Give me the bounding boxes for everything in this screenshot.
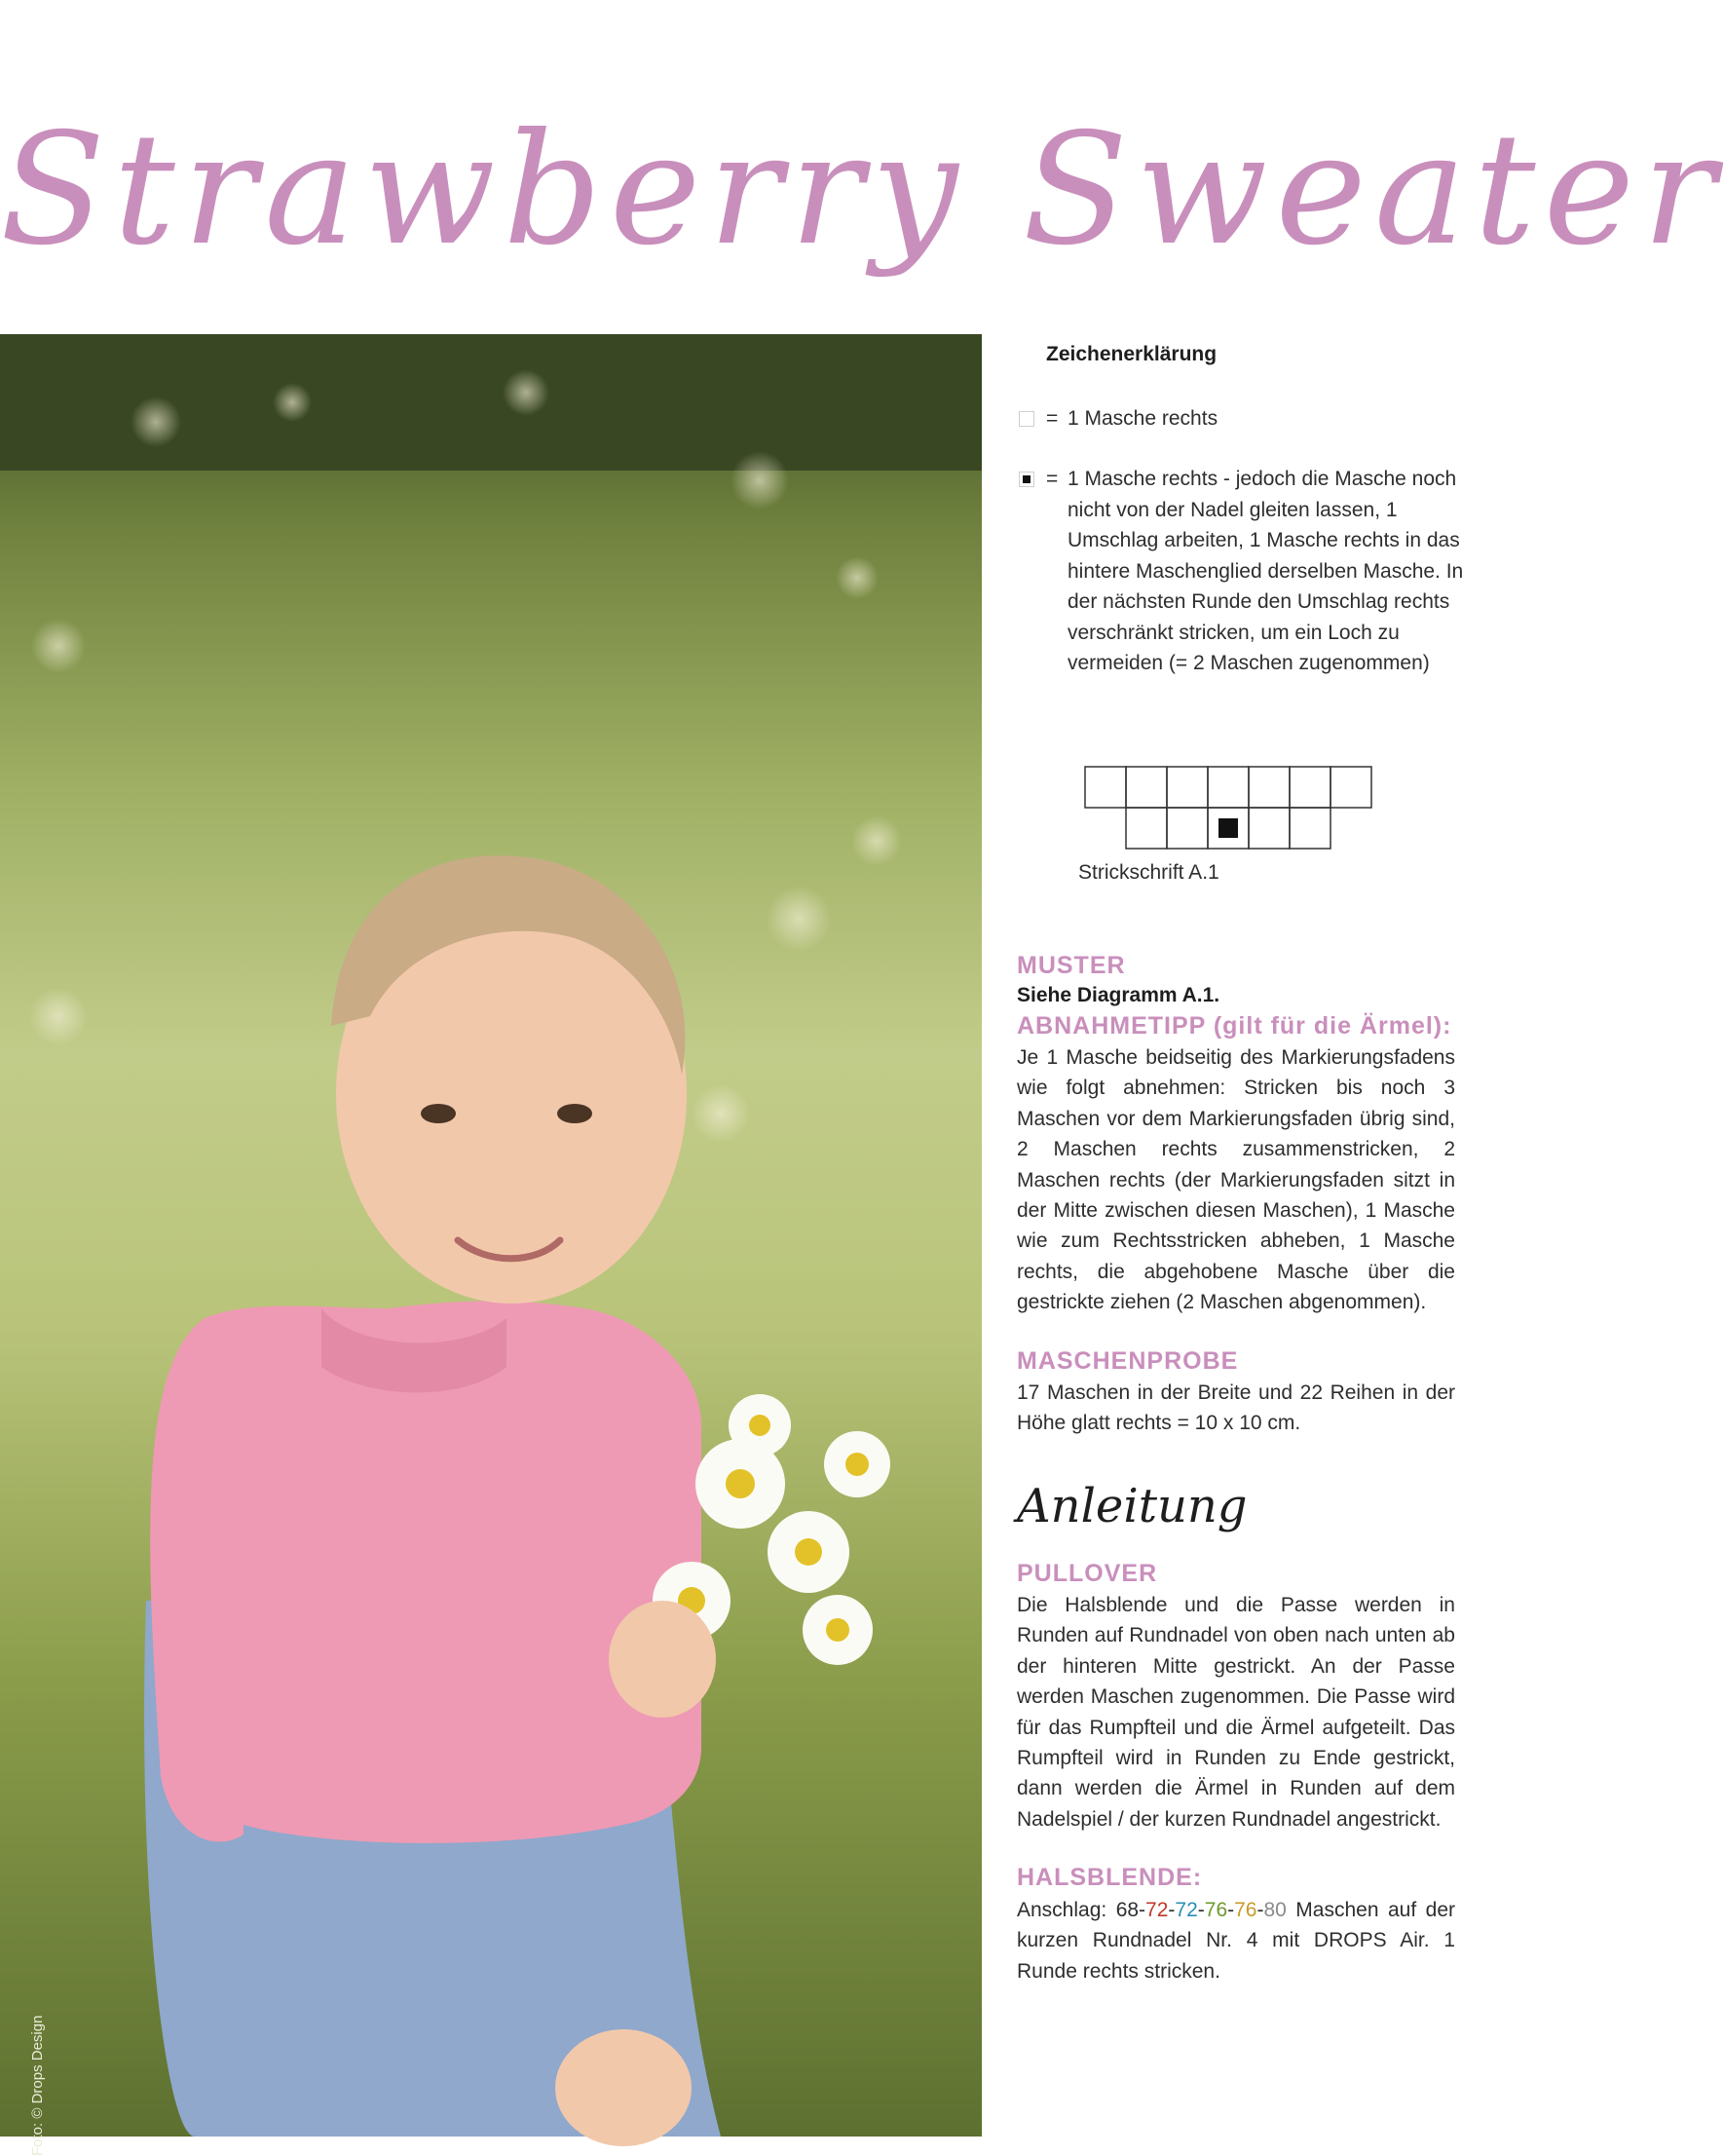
size-value: 72 (1175, 1899, 1198, 1921)
size-separator: - (1168, 1899, 1176, 1921)
muster-text: Siehe Diagramm A.1. (1017, 984, 1220, 1006)
legend-text: 1 Masche rechts - jedoch die Masche noch nicht von der Nadel gleiten lassen, 1 Umschlag arbeiten, 1 Masche rechts in das hintere Maschenglied derselben Masche. In der nächsten Runde den Umschlag rechts verschränkt stricken, um ein Loch zu vermeiden (= 2 Maschen zugenommen) (1068, 468, 1464, 674)
size-value: 80 (1263, 1899, 1287, 1921)
chart-cell (1290, 808, 1330, 849)
right-eye (557, 1104, 592, 1123)
halsblende-suffix: Maschen auf der kurzen Rundnadel Nr. 4 mit DROPS Air. 1 Runde rechts stricken. (1017, 1899, 1455, 1983)
size-value: 72 (1145, 1899, 1169, 1921)
chart-cell (1330, 767, 1371, 808)
legend-title: Zeichenerklärung (1046, 343, 1218, 365)
size-value: 68 (1115, 1899, 1140, 1921)
chart-cell (1126, 808, 1167, 849)
chart-cell (1290, 767, 1330, 808)
halsblende-heading: HALSBLENDE: (1017, 1864, 1203, 1891)
chart-cell (1085, 767, 1126, 808)
hand-left (555, 2029, 692, 2146)
filled-square-icon (1019, 472, 1034, 487)
chart-cell (1167, 767, 1208, 808)
chart-cell (1126, 767, 1167, 808)
photo-credit: Foto: © Drops Design (29, 2015, 46, 2156)
hand-right (609, 1601, 716, 1718)
chart-cell (1167, 808, 1208, 849)
chart-cell (1249, 767, 1290, 808)
halsblende-prefix: Anschlag: (1017, 1899, 1116, 1921)
pullover-heading: PULLOVER (1017, 1560, 1158, 1587)
chart-cell (1208, 767, 1249, 808)
abnahmetipp-heading: ABNAHMETIPP (gilt für die Ärmel): (1017, 1012, 1452, 1040)
size-separator: - (1139, 1899, 1146, 1921)
maschenprobe-heading: MASCHENPROBE (1017, 1347, 1239, 1375)
halsblende-text (1017, 1895, 1455, 1986)
page-title: Strawberry Sweater (0, 100, 1724, 280)
size-separator: - (1197, 1899, 1205, 1921)
muster-heading: MUSTER (1017, 952, 1126, 979)
chart-caption: Strickschrift A.1 (1078, 861, 1219, 884)
size-separator: - (1256, 1899, 1264, 1921)
size-separator: - (1227, 1899, 1235, 1921)
photo-girl-in-meadow (0, 334, 982, 2156)
knitting-chart-a1 (1085, 767, 1377, 851)
maschenprobe-text: 17 Maschen in der Breite und 22 Reihen in der Höhe glatt rechts = 10 x 10 cm. (1017, 1381, 1455, 1435)
chart-cell (1249, 808, 1290, 849)
anleitung-heading: Anleitung (1017, 1479, 1248, 1533)
size-value: 76 (1234, 1899, 1257, 1921)
legend-equals: = (1046, 468, 1059, 490)
pullover-text: Die Halsblende und die Passe werden in Runden auf Rundnadel von oben nach unten ab der hinteren Mitte gestrickt. An der Passe werden Maschen zugenommen. Die Passe wird für das Rumpfteil und die Ärmel aufgeteilt. Das Rumpfteil wird in Runden zu Ende gestrickt, dann werden die Ärmel in Runden auf dem Nadelspiel / der kurzen Rundnadel angestrickt. (1017, 1594, 1455, 1831)
legend-equals: = (1046, 407, 1059, 430)
legend-text: 1 Masche rechts (1068, 407, 1218, 430)
photo-illustration (0, 334, 982, 2137)
abnahmetipp-text: Je 1 Masche beidseitig des Markierungsfadens wie folgt abnehmen: Stricken bis noch 3 Maschen vor dem Markierungsfaden übrig sind, 2 Maschen rechts zusammenstricken, 2 Maschen rechts (der Markierungsfaden sitzt in der Mitte zwischen diesen Maschen), 1 Masche wie zum Rechtsstricken abheben, 1 Masche rechts, die abgehobene Masche über die gestrickte ziehen (2 Maschen abgenommen). (1017, 1046, 1455, 1314)
empty-square-icon (1019, 411, 1034, 427)
left-eye (421, 1104, 456, 1123)
size-value: 76 (1204, 1899, 1228, 1921)
chart-cell-increase (1218, 818, 1238, 838)
